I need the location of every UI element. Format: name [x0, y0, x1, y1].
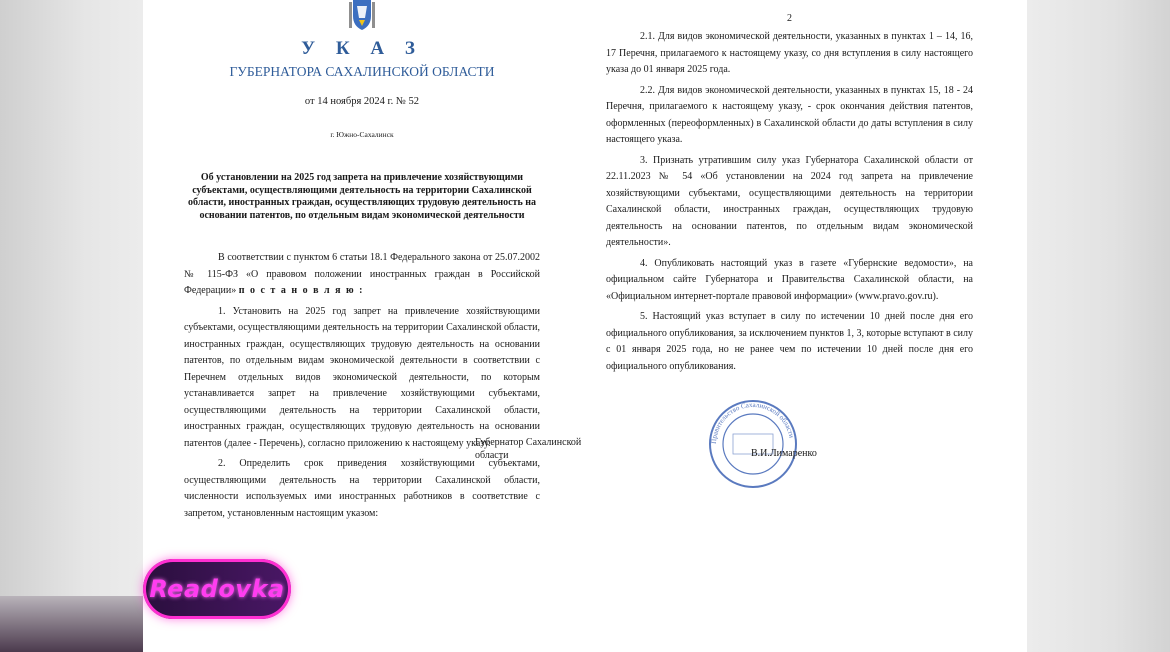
paragraph: 3. Признать утратившим силу указ Губернатора Сахалинской области от 22.11.2023 № 54 «Об установлении на 2024 год запрета на привлечение хозяйствующими субъектами, осуществляющими деятельность на территории Сахалинской области, иностранных граждан, осуществляющих трудовую деятельность на основании патентов, по отдельным видам экономической деятельности». — [606, 154, 973, 248]
document-heading: Об установлении на 2025 год запрета на привлечение хозяйствующими субъектами, осуществляющими деятельность на территории Сахалинской области, иностранных граждан, осуществляющих трудовую деятельность на основании патентов, по отдельным видам экономической деятельности — [188, 172, 536, 221]
document-page — [143, 0, 1027, 652]
right-body — [606, 29, 973, 379]
paragraph: 2. Определить срок приведения хозяйствующими субъектами, осуществляющими деятельность на территории Сахалинской области, численности используемых ими иностранных работников в соответствие с запретом, установленным настоящим указом: — [184, 458, 540, 519]
left-body — [184, 250, 540, 526]
document-title: У К А З — [301, 38, 423, 59]
background-left — [0, 0, 143, 652]
signature-position: Губернатор Сахалинской области — [475, 437, 582, 461]
paragraph: В соответствии с пунктом 6 статьи 18.1 Федерального закона от 25.07.2002 № 115-ФЗ «О правовом положении иностранных граждан в Российской Федерации» п о с т а н о в л я ю : — [184, 252, 540, 296]
page-number: 2 — [787, 13, 792, 24]
logo-text: Readovka — [149, 575, 285, 603]
paragraph: 1. Установить на 2025 год запрет на привлечение хозяйствующими субъектами, осуществляющими деятельность на территории Сахалинской области, иностранных граждан, осуществляющих трудовую деятельность на основании патентов, по отдельным видам экономической деятельности в соответствии с Перечнем отдельных видов экономической деятельности, по которым устанавливается запрет на привлечение хозяйствующими субъектами, осуществляющими деятельность на территории Сахалинской области, иностранных граждан, осуществляющих трудовую деятельность на основании патентов (далее - Перечень), согласно приложению к настоящему указу. — [184, 305, 540, 449]
decree-word: п о с т а н о в л я ю : — [238, 285, 365, 296]
coat-of-arms-icon — [347, 0, 377, 30]
readovka-logo — [143, 559, 291, 619]
document-date: от 14 ноября 2024 г. № 52 — [304, 96, 420, 107]
paragraph: 4. Опубликовать настоящий указ в газете «Губернские ведомости», на официальном сайте Губернатора и Правительства Сахалинской области, на «Официальном интернет-портале правовой информации» (www.pravo.gov.ru). — [606, 257, 973, 302]
paragraph: 2.1. Для видов экономической деятельности, указанных в пунктах 1 – 14, 16, 17 Перечня, прилагаемого к настоящему указу, со дня вступления в силу настоящего указа до 01 января 2025 года. — [606, 31, 973, 75]
paragraph: 5. Настоящий указ вступает в силу по истечении 10 дней после дня его официального опубликования, за исключением пунктов 1, 3, которые вступают в силу с 01 января 2025 года, но не ранее чем по истечении 10 дней после дня его официального опубликования. — [606, 311, 973, 372]
seal-text: Правительство Сахалинской области — [709, 400, 796, 445]
signature-name: В.И.Лимаренко — [751, 448, 817, 459]
paragraph: 2.2. Для видов экономической деятельности, указанных в пунктах 15, 18 - 24 Перечня, прилагаемого к настоящему указу, - срок окончания действия патентов, оформленных (переоформленных) в Сахалинской области до даты вступления в силу настоящего указа. — [606, 84, 973, 145]
official-seal-icon — [707, 398, 799, 490]
background-left-bottom — [0, 596, 143, 652]
document-subtitle: ГУБЕРНАТОРА САХАЛИНСКОЙ ОБЛАСТИ — [229, 64, 495, 79]
background-right — [1027, 0, 1170, 652]
document-place: г. Южно-Сахалинск — [330, 130, 394, 139]
